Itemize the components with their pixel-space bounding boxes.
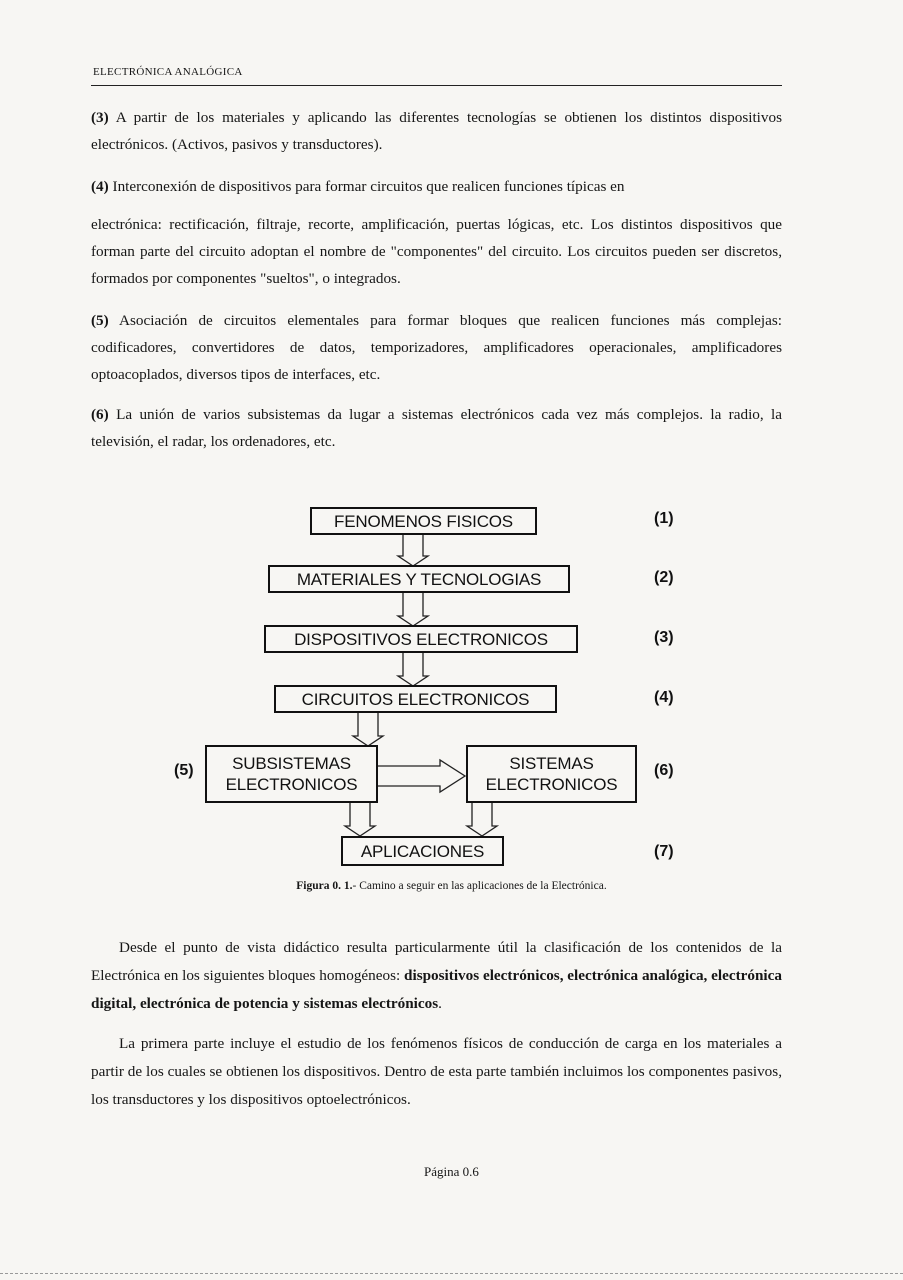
- paragraph-5-text: Asociación de circuitos elementales para formar bloques que realicen funciones más complejas: codificadores, convertidores de datos, temporizadores, amplificadores operacionales, amplificadores optoacoplados, diversos tipos de interfaces, etc.: [91, 312, 782, 383]
- box-dispositivos-electronicos: DISPOSITIVOS ELECTRONICOS: [264, 625, 578, 653]
- arrow-3-to-4: [398, 653, 428, 686]
- closing-paragraph-1-bold: dispositivos electrónicos, electrónica analógica, electrónica digital, electrónica de potencia y sistemas electrónicos: [91, 967, 782, 1012]
- bottom-scan-edge: [0, 1273, 903, 1274]
- paragraph-3-text: A partir de los materiales y aplicando las diferentes tecnologías se obtienen los distintos dispositivos electrónicos. (Activos, pasivos y transductores).: [91, 109, 782, 153]
- paragraph-4-first-line-text: Interconexión de dispositivos para formar circuitos que realicen funciones típicas en: [108, 178, 625, 195]
- box-subsistemas-line2: ELECTRONICOS: [225, 775, 358, 794]
- step-number-2: (2): [654, 569, 674, 586]
- step-number-3: (3): [654, 629, 674, 646]
- closing-paragraph-1-text: Desde el punto de vista didáctico resulta particularmente útil la clasificación de los contenidos de la Electrónica en los siguientes bloques homogéneos:: [91, 939, 782, 984]
- box-circuitos-electronicos: CIRCUITOS ELECTRONICOS: [274, 685, 557, 713]
- paragraph-4: electrónica: rectificación, filtraje, recorte, amplificación, puertas lógicas, etc. Los distintos dispositivos que forman parte del circuito adoptan el nombre de "componentes" del circuito. Los circuitos pueden ser discretos, formados por componentes "sueltos", o integrados.: [91, 216, 782, 287]
- box-sistemas-electronicos: [466, 745, 637, 803]
- box-aplicaciones: APLICACIONES: [341, 836, 504, 866]
- box-sistemas-line2: ELECTRONICOS: [485, 775, 618, 794]
- arrow-6-to-7: [467, 803, 497, 836]
- step-number-4: (4): [654, 689, 674, 706]
- step-number-5: (5): [174, 762, 194, 779]
- page-number: Página 0.6: [424, 1164, 479, 1179]
- box-subsistemas-line1: SUBSISTEMAS: [232, 754, 351, 773]
- paragraph-3-number: (3): [91, 109, 109, 126]
- box-materiales-tecnologias: MATERIALES Y TECNOLOGIAS: [268, 565, 570, 593]
- arrow-2-to-3: [398, 593, 428, 626]
- step-number-1: (1): [654, 510, 674, 527]
- closing-paragraph-1-end: .: [438, 995, 442, 1012]
- step-number-6: (6): [654, 762, 674, 779]
- paragraph-4-number: (4): [91, 178, 109, 195]
- box-fenomenos-fisicos: FENOMENOS FISICOS: [310, 507, 537, 535]
- arrow-5-to-7: [345, 803, 375, 836]
- paragraph-6-number: (6): [91, 406, 109, 423]
- paragraph-6: [91, 401, 782, 455]
- closing-paragraph-1: [91, 934, 782, 1018]
- flow-diagram: [170, 500, 710, 880]
- paragraph-5-number: (5): [91, 312, 109, 329]
- paragraph-4-first-line: [91, 173, 782, 200]
- header-rule: [91, 85, 782, 86]
- box-subsistemas-electronicos: [205, 745, 378, 803]
- paragraph-5: [91, 307, 782, 388]
- paragraph-6-text: La unión de varios subsistemas da lugar a sistemas electrónicos cada vez más complejos. la radio, la televisión, el radar, los ordenadores, etc.: [91, 406, 782, 450]
- figure-caption: [0, 880, 903, 892]
- arrow-5-to-6: [378, 760, 465, 792]
- arrow-4-to-5: [353, 713, 383, 746]
- closing-paragraph-2: La primera parte incluye el estudio de los fenómenos físicos de conducción de carga en los materiales a partir de los cuales se obtienen los dispositivos. Dentro de esta parte también incluimos los componentes pasivos, los transductores y los dispositivos optoelectrónicos.: [91, 1035, 782, 1108]
- figure-caption-text: - Camino a seguir en las aplicaciones de la Electrónica.: [352, 880, 607, 892]
- arrow-1-to-2: [398, 535, 428, 566]
- figure-caption-label: Figura 0. 1.: [296, 880, 353, 892]
- box-sistemas-line1: SISTEMAS: [509, 754, 594, 773]
- step-number-7: (7): [654, 843, 674, 860]
- running-header: ELECTRÓNICA ANALÓGICA: [93, 66, 243, 78]
- paragraph-3: [91, 104, 782, 158]
